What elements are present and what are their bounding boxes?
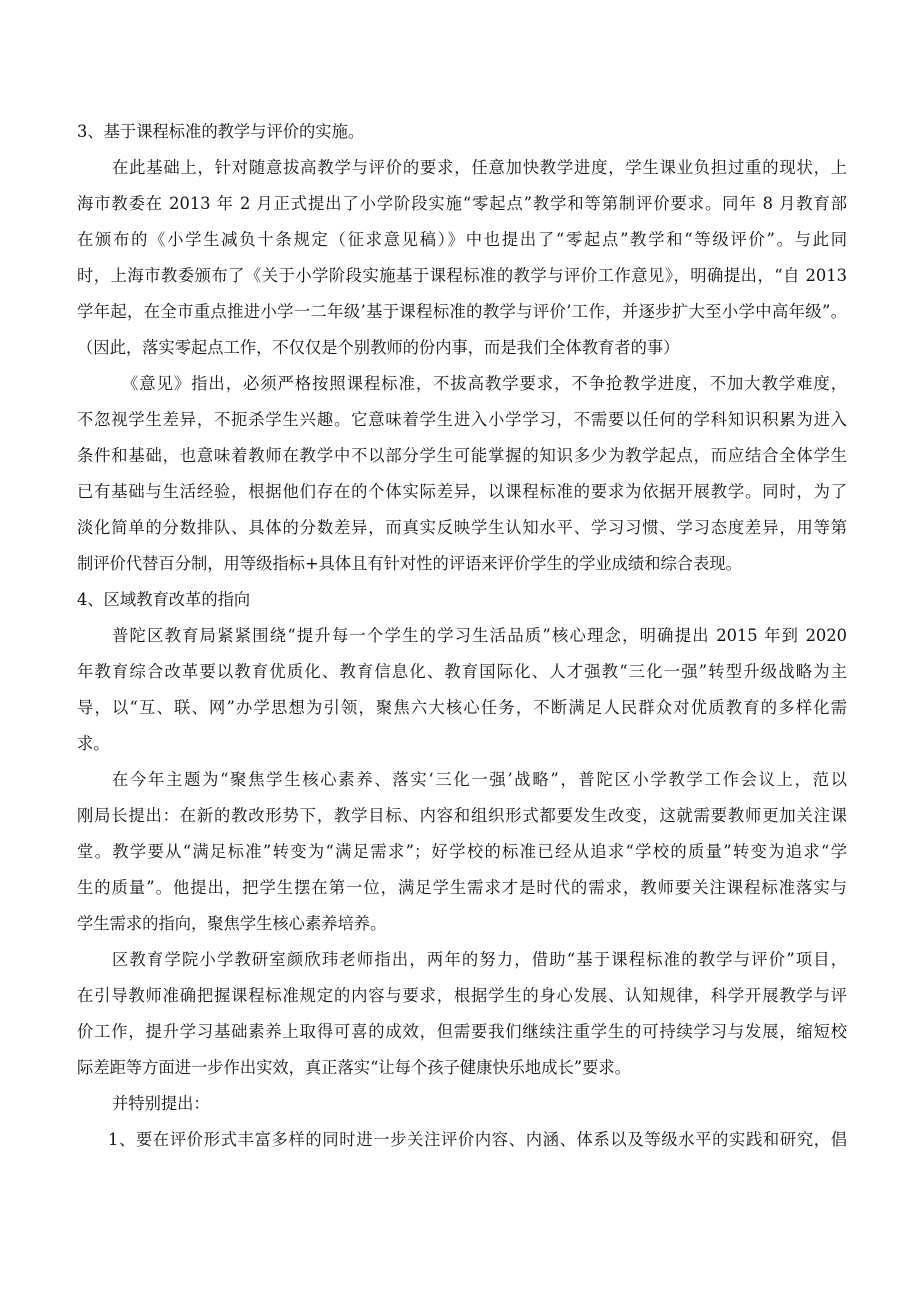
- section-4-paragraph-3-line: 际差距等方面进一步作出实效，真正落实“让每个孩子健康快乐地成长”要求。: [77, 1058, 631, 1077]
- section-3-paragraph-2-line: 条件和基础，也意味着教师在教学中不以部分学生可能掌握的知识多少为教学起点，而应结合全体学生: [77, 446, 847, 465]
- section-4-paragraph-2-line: 堂。教学要从“满足标准”转变为“满足需求”；好学校的标准已经从追求“学校的质量”转变为追求“学: [77, 842, 847, 861]
- section-4-paragraph-3-line: 区教育学院小学教研室颜欣玮老师指出，两年的努力，借助“基于课程标准的教学与评价”项目，: [112, 950, 847, 969]
- section-3-paragraph-1-line: 在此基础上，针对随意拔高教学与评价的要求，任意加快教学进度，学生课业负担过重的现状，上: [112, 158, 847, 177]
- section-4-paragraph-1-line: 求。: [77, 734, 110, 753]
- section-4-paragraph-1-line: 年教育综合改革要以教育优质化、教育信息化、教育国际化、人才强教“三化一强”转型升级战略为主: [77, 662, 847, 681]
- section-3-paragraph-2-line: 淡化简单的分数排队、具体的分数差异，而真实反映学生认知水平、学习习惯、学习态度差异，用等第: [77, 518, 847, 537]
- section-3-paragraph-1-line: 学年起，在全市重点推进小学一二年级’基于课程标准的教学与评价’工作，并逐步扩大至小学中高年级”。: [77, 302, 847, 321]
- section-4-paragraph-2-line: 在今年主题为“聚焦学生核心素养、落实‘三化一强’战略”，普陀区小学教学工作会议上，范以: [112, 770, 847, 789]
- section-4-paragraph-3-line: 在引导教师准确把握课程标准规定的内容与要求，根据学生的身心发展、认知规律，科学开展教学与评: [77, 986, 847, 1005]
- section-3-paragraph-1-line: 海市教委在 2013 年 2 月正式提出了小学阶段实施“零起点”教学和等第制评价要求。同年 8 月教育部: [77, 194, 847, 213]
- section-3-heading: 3、基于课程标准的教学与评价的实施。: [77, 122, 365, 141]
- section-4-paragraph-3-line: 价工作，提升学习基础素养上取得可喜的成效，但需要我们继续注重学生的可持续学习与发展，缩短校: [77, 1022, 847, 1041]
- section-4-paragraph-1-line: 导，以“互、联、网”办学思想为引领，聚焦六大核心任务，不断满足人民群众对优质教育的多样化需: [77, 698, 847, 717]
- section-3-paragraph-1-line: （因此，落实零起点工作，不仅仅是个别教师的份内事，而是我们全体教育者的事）: [77, 338, 680, 357]
- section-4-paragraph-2-line: 刚局长提出：在新的教改形势下，教学目标、内容和组织形式都要发生改变，这就需要教师更加关注课: [77, 806, 847, 825]
- section-3-paragraph-1-line: 时，上海市教委颁布了《关于小学阶段实施基于课程标准的教学与评价工作意见》，明确提出，“自 2013: [77, 266, 847, 285]
- section-3-paragraph-1-line: 在颁布的《小学生减负十条规定（征求意见稿）》中也提出了“零起点”教学和“等级评价”。与此同: [77, 230, 847, 249]
- section-3-paragraph-2-line: 不忽视学生差异，不扼杀学生兴趣。它意味着学生进入小学学习，不需要以任何的学科知识积累为进入: [77, 410, 847, 429]
- section-4-paragraph-2-line: 学生需求的指向，聚焦学生核心素养培养。: [77, 914, 387, 933]
- section-4-heading: 4、区域教育改革的指向: [77, 590, 251, 609]
- section-4-paragraph-1-line: 普陀区教育局紧紧围绕“提升每一个学生的学习生活品质”核心理念，明确提出 2015 年到 2020: [112, 626, 847, 645]
- section-3-paragraph-2-line: 已有基础与生活经验，根据他们存在的个体实际差异，以课程标准的要求为依据开展教学。同时，为了: [77, 482, 847, 501]
- section-3-paragraph-2-line: 《意见》指出，必须严格按照课程标准，不拔高教学要求，不争抢教学进度，不加大教学难度，: [122, 374, 847, 393]
- section-4-paragraph-2-line: 生的质量”。他提出，把学生摆在第一位，满足学生需求才是时代的需求，教师要关注课程标准落实与: [77, 878, 847, 897]
- section-4-paragraph-4: 并特别提出：: [112, 1094, 210, 1113]
- section-4-list-item-1: 1、要在评价形式丰富多样的同时进一步关注评价内容、内涵、体系以及等级水平的实践和研究，倡: [108, 1130, 847, 1149]
- section-3-paragraph-2-line: 制评价代替百分制，用等级指标+具体且有针对性的评语来评价学生的学业成绩和综合表现。: [77, 554, 742, 573]
